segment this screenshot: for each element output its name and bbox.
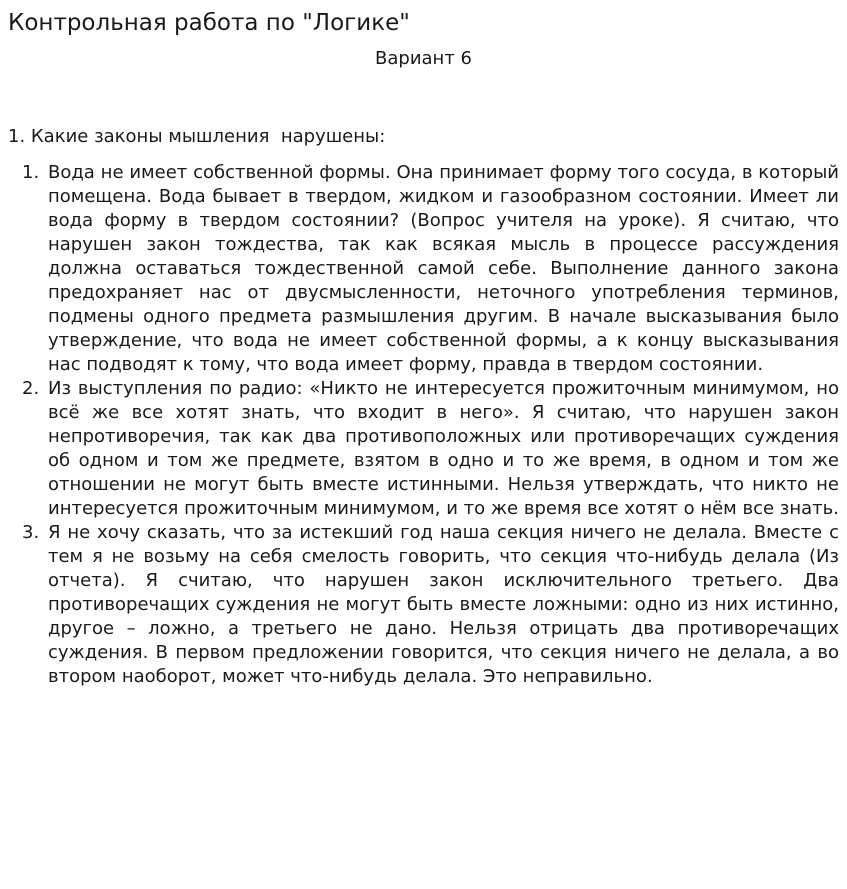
variant-heading: Вариант 6 xyxy=(375,48,472,69)
answer-list xyxy=(22,161,839,689)
answer-item xyxy=(22,377,839,521)
document-title: Контрольная работа по "Логике" xyxy=(8,10,410,36)
question-heading: 1. Какие законы мышления нарушены: xyxy=(8,126,386,147)
answer-item xyxy=(22,521,839,689)
answer-item-number: 1. xyxy=(22,162,40,183)
answer-item xyxy=(22,161,839,377)
answer-item-number: 2. xyxy=(22,378,40,399)
answer-item-text: Вода не имеет собственной формы. Она принимает форму того сосуда, в который помещена. Вода бывает в твердом, жидком и газообразном состоянии. Имеет ли вода форму в твердом состоянии? (Вопрос учителя на уроке). Я считаю, что нарушен закон тождества, так как всякая мысль в процессе рассуждения должна оставаться тождественной самой себе. Выполнение данного закона предохраняет нас от двусмысленности, неточного употребления терминов, подмены одного предмета размышления другим. В начале высказывания было утверждение, что вода не имеет собственной формы, а к концу высказывания нас подводят к тому, что вода имеет форму, правда в твердом состоянии. xyxy=(48,162,839,375)
answer-item-text: Я не хочу сказать, что за истекший год наша секция ничего не делала. Вместе с тем я не возьму на себя смелость говорить, что секция что-нибудь делала (Из отчета). Я считаю, что нарушен закон исключительного третьего. Два противоречащих суждения не могут быть вместе ложными: одно из них истинно, другое – ложно, а третьего не дано. Нельзя отрицать два противоречащих суждения. В первом предложении говорится, что секция ничего не делала, а во втором наоборот, может что-нибудь делала. Это неправильно. xyxy=(48,522,839,687)
answer-item-text: Из выступления по радио: «Никто не интересуется прожиточным минимумом, но всё же все хотят знать, что входит в него». Я считаю, что нарушен закон непротиворечия, так как два противоположных или противоречащих суждения об одном и том же предмете, взятом в одно и то же время, в одном и том же отношении не могут быть вместе истинными. Нельзя утверждать, что никто не интересуется прожиточным минимумом, и то же время все хотят о нём все знать. xyxy=(48,378,839,519)
answer-item-number: 3. xyxy=(22,522,40,543)
